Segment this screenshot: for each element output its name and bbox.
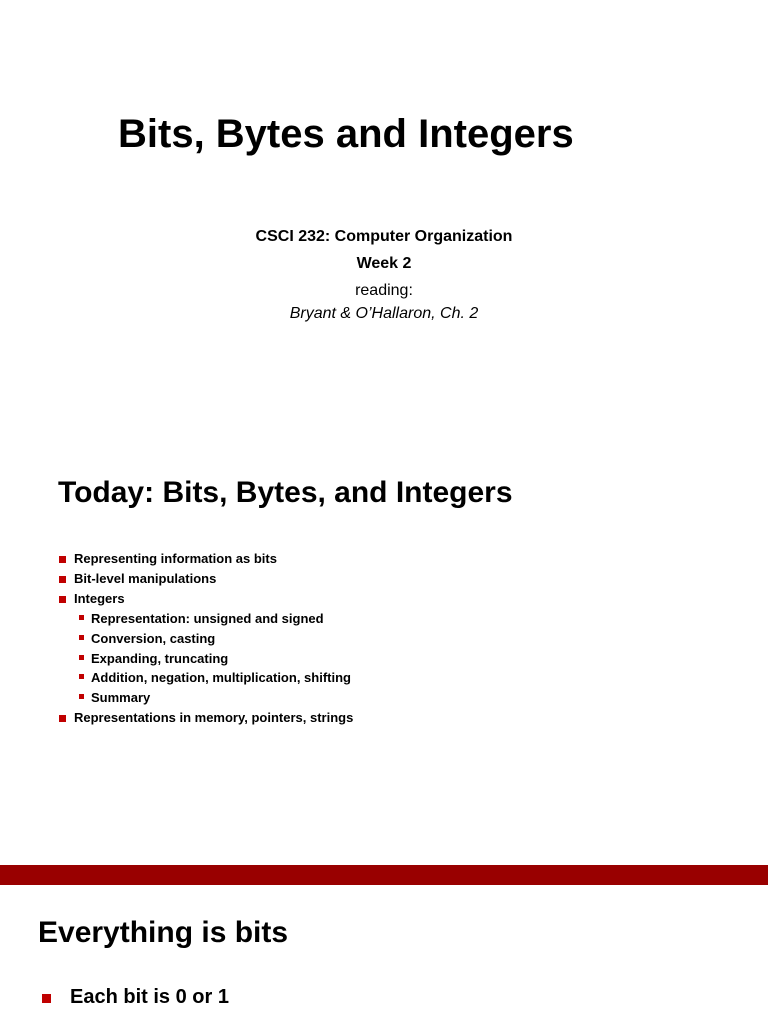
- list-item-text: Representation: unsigned and signed: [91, 611, 324, 626]
- reading-label: reading:: [355, 282, 413, 299]
- square-bullet-icon: [59, 715, 66, 722]
- title-slide: [0, 0, 768, 430]
- list-item-text: Bit-level manipulations: [74, 571, 217, 586]
- square-bullet-icon: [79, 615, 84, 620]
- bits-slide: [0, 860, 768, 1024]
- list-item-text: Addition, negation, multiplication, shifting: [91, 670, 351, 686]
- header-accent-bar: [0, 865, 768, 885]
- list-item-text: Integers: [74, 591, 125, 606]
- reading-reference: Bryant & O’Hallaron, Ch. 2: [289, 305, 479, 322]
- square-bullet-icon: [79, 635, 84, 640]
- square-bullet-icon: [42, 994, 51, 1003]
- list-item: [58, 569, 353, 589]
- list-subitem: [58, 609, 353, 629]
- slide-title: Everything is bits: [38, 916, 289, 949]
- list-item: [42, 986, 229, 1009]
- week-label: Week 2: [356, 255, 412, 272]
- square-bullet-icon: [79, 674, 84, 679]
- square-bullet-icon: [79, 655, 84, 660]
- list-subitem: [58, 668, 353, 688]
- slide-title: Today: Bits, Bytes, and Integers: [58, 476, 513, 509]
- list-item-text: Summary: [91, 690, 151, 706]
- course-name: CSCI 232: Computer Organization: [255, 228, 513, 245]
- list-item-text: Representations in memory, pointers, strings: [74, 709, 354, 725]
- list-item: [58, 708, 353, 728]
- list-subitem: [58, 649, 353, 669]
- list-item: [58, 589, 353, 609]
- slide-title: Bits, Bytes and Integers: [118, 112, 574, 156]
- outline-slide: [0, 430, 768, 860]
- list-subitem: [58, 688, 353, 708]
- square-bullet-icon: [59, 596, 66, 603]
- square-bullet-icon: [59, 556, 66, 563]
- square-bullet-icon: [59, 576, 66, 583]
- list-item-text: Expanding, truncating: [91, 650, 229, 666]
- list-subitem: [58, 629, 353, 649]
- list-item: [58, 549, 353, 569]
- list-item-text: Conversion, casting: [91, 630, 216, 646]
- list-item-text: Each bit is 0 or 1: [70, 986, 229, 1008]
- list-item-text: Representing information as bits: [74, 551, 277, 566]
- outline-list: [58, 549, 353, 728]
- square-bullet-icon: [79, 694, 84, 699]
